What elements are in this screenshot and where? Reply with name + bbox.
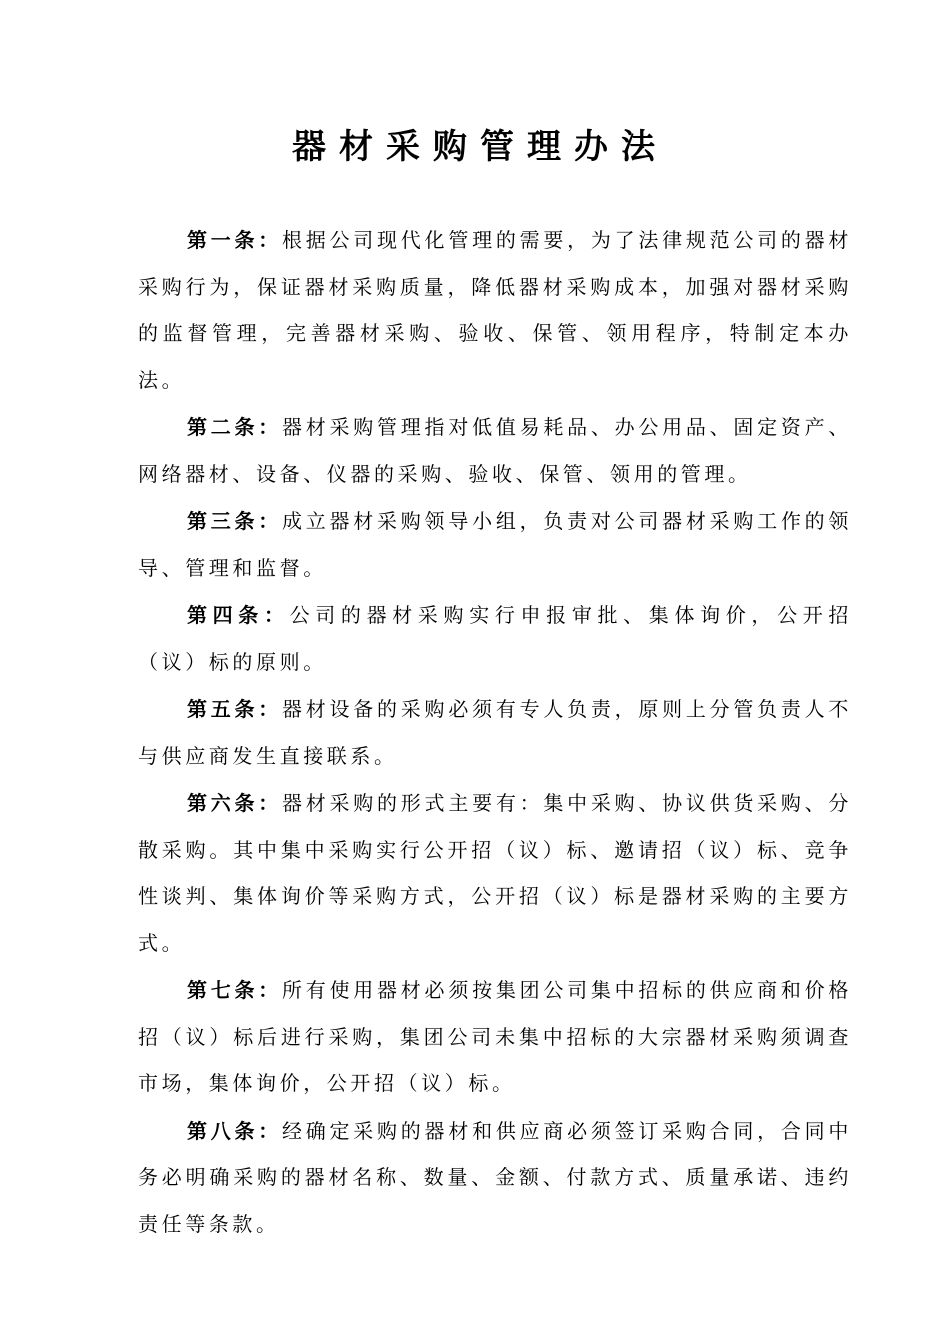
article-5 — [138, 686, 852, 779]
article-label: 第六条： — [187, 791, 283, 815]
article-label: 第二条： — [187, 415, 283, 439]
article-label: 第一条： — [187, 228, 283, 252]
article-text: 经确定采购的器材和供应商必须签订采购合同，合同中务必明确采购的器材名称、数量、金额、付款方式、质量承诺、违约责任等条款。 — [138, 1118, 852, 1236]
article-8 — [138, 1108, 852, 1248]
document-body — [138, 217, 852, 1248]
article-6 — [138, 780, 852, 966]
article-text: 公司的器材采购实行申报审批、集体询价，公开招（议）标的原则。 — [138, 603, 852, 674]
article-text: 根据公司现代化管理的需要，为了法律规范公司的器材采购行为，保证器材采购质量，降低器材采购成本，加强对器材采购的监督管理，完善器材采购、验收、保管、领用程序，特制定本办法。 — [138, 228, 852, 392]
article-label: 第五条： — [187, 697, 283, 721]
article-label: 第七条： — [187, 978, 283, 1002]
article-label: 第八条： — [187, 1118, 283, 1143]
article-label: 第四条： — [187, 603, 290, 627]
article-2 — [138, 404, 852, 497]
article-text: 器材采购管理指对低值易耗品、办公用品、固定资产、网络器材、设备、仪器的采购、验收、保管、领用的管理。 — [138, 415, 852, 486]
article-4 — [138, 592, 852, 685]
article-label: 第三条： — [187, 509, 283, 533]
article-7 — [138, 967, 852, 1107]
article-text: 器材设备的采购必须有专人负责，原则上分管负责人不与供应商发生直接联系。 — [138, 697, 852, 768]
article-3 — [138, 498, 852, 591]
article-text: 成立器材采购领导小组，负责对公司器材采购工作的领导、管理和监督。 — [138, 509, 852, 580]
article-text: 所有使用器材必须按集团公司集中招标的供应商和价格招（议）标后进行采购，集团公司未集中招标的大宗器材采购须调查市场，集体询价，公开招（议）标。 — [138, 978, 852, 1095]
article-1 — [138, 217, 852, 403]
document-title: 器材采购管理办法 — [292, 127, 668, 167]
article-text: 器材采购的形式主要有：集中采购、协议供货采购、分散采购。其中集中采购实行公开招（议）标、邀请招（议）标、竞争性谈判、集体询价等采购方式，公开招（议）标是器材采购的主要方式。 — [138, 791, 852, 955]
